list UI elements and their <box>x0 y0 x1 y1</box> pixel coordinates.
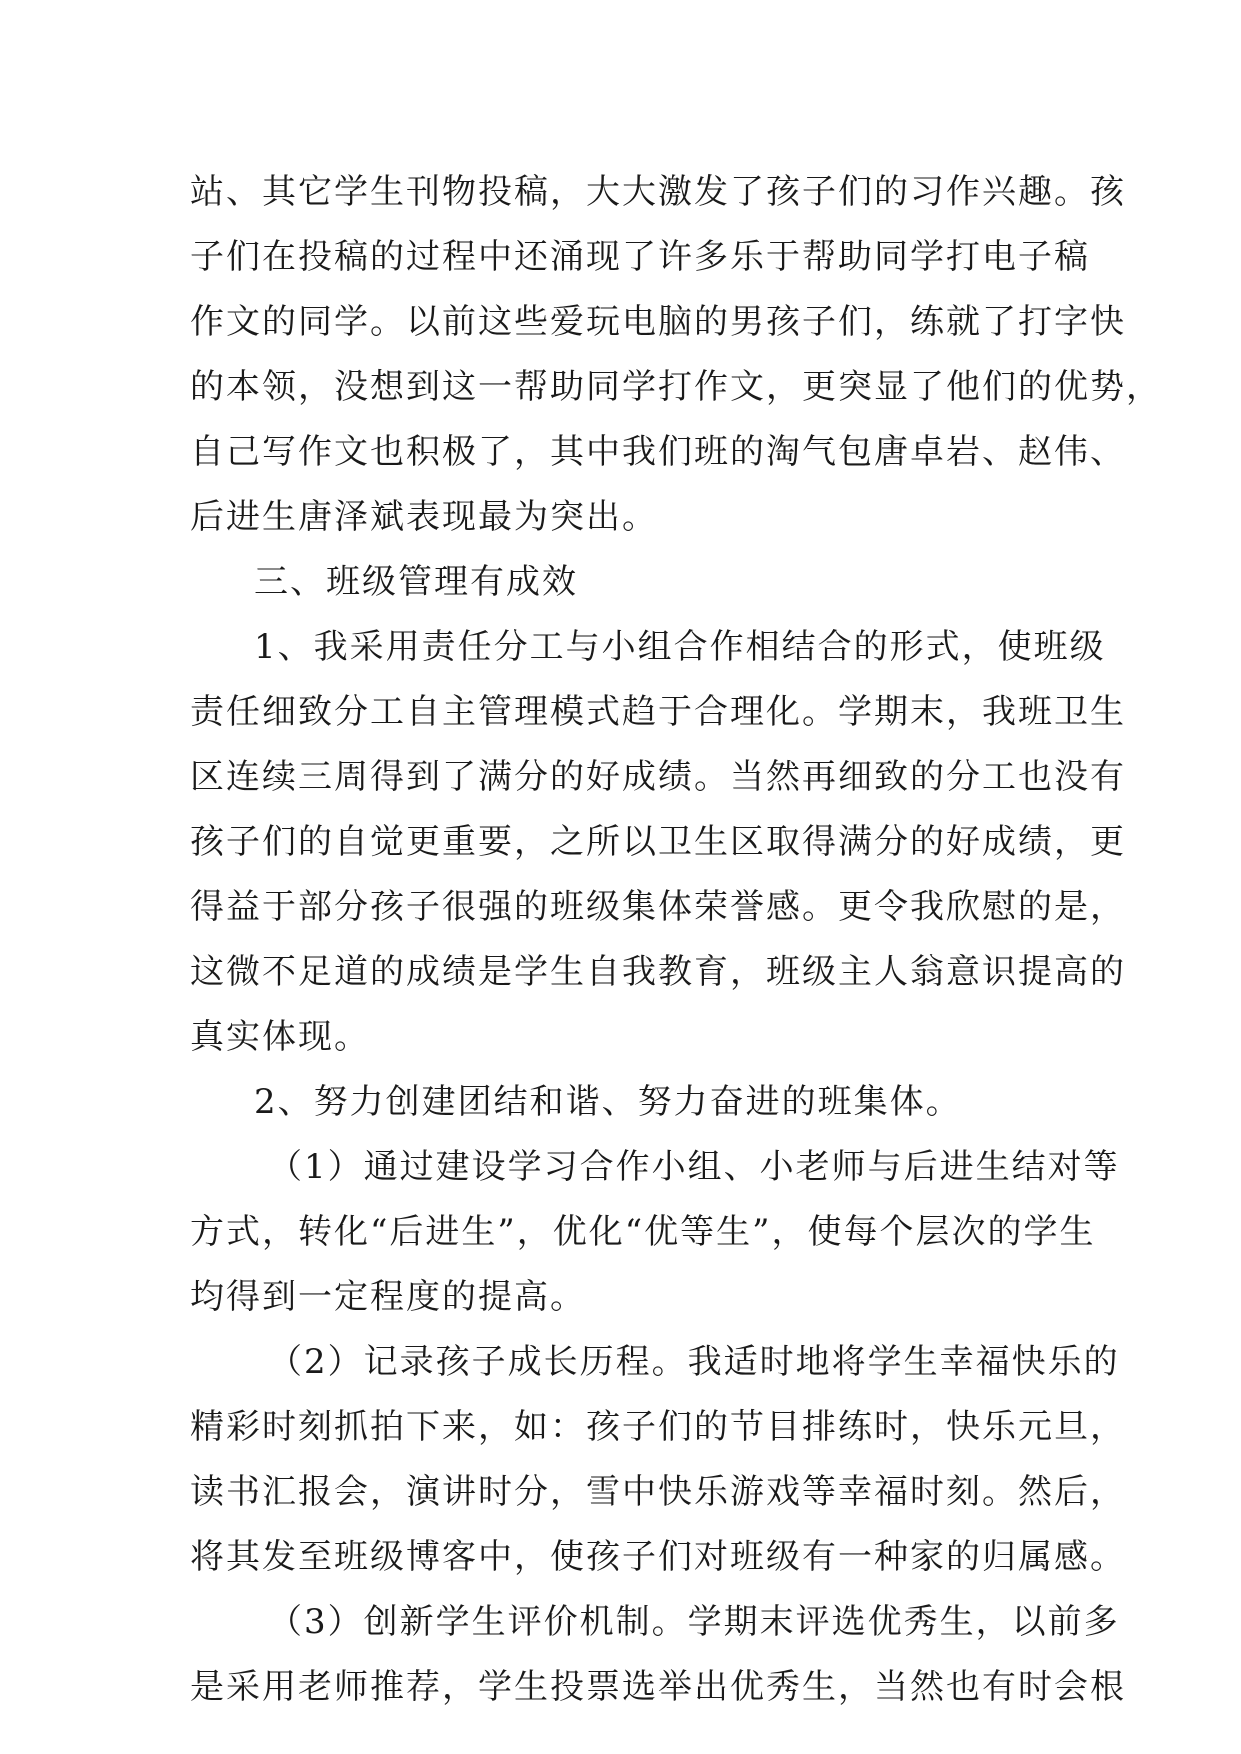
paragraph-line: 是采用老师推荐，学生投票选举出优秀生，当然也有时会根 <box>190 1667 1126 1707</box>
body-text <box>190 160 1162 1720</box>
paragraph-line: （2）记录孩子成长历程。我适时地将学生幸福快乐的 <box>268 1342 1120 1382</box>
paragraph-line: 精彩时刻抓拍下来，如：孩子们的节目排练时，快乐元旦， <box>190 1407 1126 1447</box>
paragraph-line: 责任细致分工自主管理模式趋于合理化。学期末，我班卫生 <box>190 692 1126 732</box>
paragraph-line: 子们在投稿的过程中还涌现了许多乐于帮助同学打电子稿 <box>190 237 1090 277</box>
paragraph-line: 自己写作文也积极了，其中我们班的淘气包唐卓岩、赵伟、 <box>190 432 1126 472</box>
paragraph-line: 这微不足道的成绩是学生自我教育，班级主人翁意识提高的 <box>190 952 1126 992</box>
paragraph-line: 方式，转化“后进生”，优化“优等生”，使每个层次的学生 <box>190 1212 1096 1252</box>
paragraph-line: 读书汇报会，演讲时分，雪中快乐游戏等幸福时刻。然后， <box>190 1472 1126 1512</box>
paragraph-line: 作文的同学。以前这些爱玩电脑的男孩子们，练就了打字快 <box>190 302 1126 342</box>
paragraph-line: 站、其它学生刊物投稿，大大激发了孩子们的习作兴趣。孩 <box>190 172 1126 212</box>
paragraph-line: 将其发至班级博客中，使孩子们对班级有一种家的归属感。 <box>190 1537 1126 1577</box>
paragraph-line: （3）创新学生评价机制。学期末评选优秀生，以前多 <box>268 1602 1120 1642</box>
paragraph-line: 后进生唐泽斌表现最为突出。 <box>190 497 658 537</box>
section-heading: 三、班级管理有成效 <box>254 562 578 602</box>
paragraph-line: 孩子们的自觉更重要，之所以卫生区取得满分的好成绩，更 <box>190 822 1126 862</box>
paragraph-line: （1）通过建设学习合作小组、小老师与后进生结对等 <box>268 1147 1120 1187</box>
paragraph-line: 得益于部分孩子很强的班级集体荣誉感。更令我欣慰的是， <box>190 887 1126 927</box>
paragraph-line: 真实体现。 <box>190 1017 370 1057</box>
paragraph-line: 1、我采用责任分工与小组合作相结合的形式，使班级 <box>254 627 1106 667</box>
paragraph-line: 区连续三周得到了满分的好成绩。当然再细致的分工也没有 <box>190 757 1126 797</box>
paragraph-line: 均得到一定程度的提高。 <box>190 1277 586 1317</box>
subsection-heading: 2、努力创建团结和谐、努力奋进的班集体。 <box>254 1082 962 1122</box>
paragraph-line: 的本领，没想到这一帮助同学打作文，更突显了他们的优势， <box>190 367 1162 407</box>
